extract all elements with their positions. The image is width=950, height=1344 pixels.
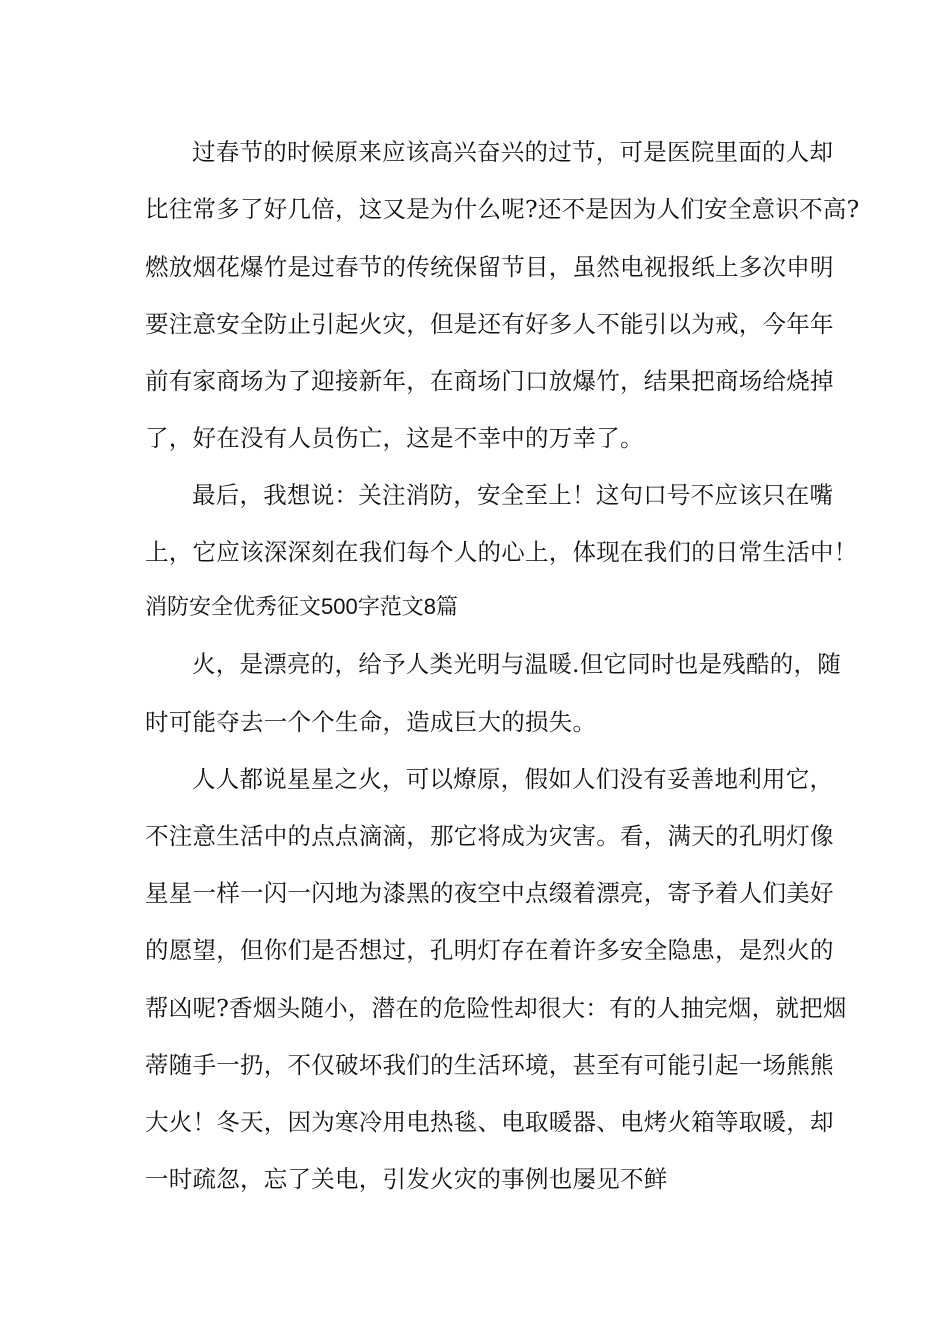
paragraph-line: 上，它应该深深刻在我们每个人的心上，体现在我们的日常生活中！ bbox=[145, 538, 858, 566]
paragraph-line: 蒂随手一扔，不仅破坏我们的生活环境，甚至有可能引起一场熊熊 bbox=[145, 1051, 834, 1079]
paragraph-line: 要注意安全防止引起火灾，但是还有好多人不能引以为戒，今年年 bbox=[145, 310, 834, 338]
paragraph-line: 帮凶呢?香烟头随小，潜在的危险性却很大：有的人抽完烟，就把烟 bbox=[145, 994, 847, 1022]
paragraph-line: 不注意生活中的点点滴滴，那它将成为灾害。看，满天的孔明灯像 bbox=[145, 822, 834, 850]
paragraph-line: 火，是漂亮的，给予人类光明与温暖.但它同时也是残酷的，随 bbox=[192, 650, 841, 678]
paragraph-line: 人人都说星星之火，可以燎原，假如人们没有妥善地利用它， bbox=[192, 765, 834, 793]
paragraph-line: 一时疏忽，忘了关电，引发火灾的事例也屡见不鲜 bbox=[145, 1165, 668, 1193]
paragraph-line: 比往常多了好几倍，这又是为什么呢?还不是因为人们安全意识不高? bbox=[145, 195, 860, 223]
paragraph-line: 最后，我想说：关注消防，安全至上！这句口号不应该只在嘴 bbox=[192, 481, 834, 509]
paragraph-line: 星星一样一闪一闪地为漆黑的夜空中点缀着漂亮，寄予着人们美好 bbox=[145, 879, 834, 907]
paragraph-line: 过春节的时候原来应该高兴奋兴的过节，可是医院里面的人却 bbox=[192, 138, 834, 166]
section-heading: 消防安全优秀征文500字范文8篇 bbox=[145, 594, 458, 619]
paragraph-line: 大火！冬天，因为寒冷用电热毯、电取暖器、电烤火箱等取暖，却 bbox=[145, 1108, 834, 1136]
paragraph-line: 燃放烟花爆竹是过春节的传统保留节目，虽然电视报纸上多次申明 bbox=[145, 253, 834, 281]
paragraph-line: 前有家商场为了迎接新年，在商场门口放爆竹，结果把商场给烧掉 bbox=[145, 367, 834, 395]
paragraph-line: 了，好在没有人员伤亡，这是不幸中的万幸了。 bbox=[145, 424, 644, 452]
paragraph-line: 的愿望，但你们是否想过，孔明灯存在着许多安全隐患，是烈火的 bbox=[145, 936, 834, 964]
paragraph-line: 时可能夺去一个个生命，造成巨大的损失。 bbox=[145, 708, 597, 736]
